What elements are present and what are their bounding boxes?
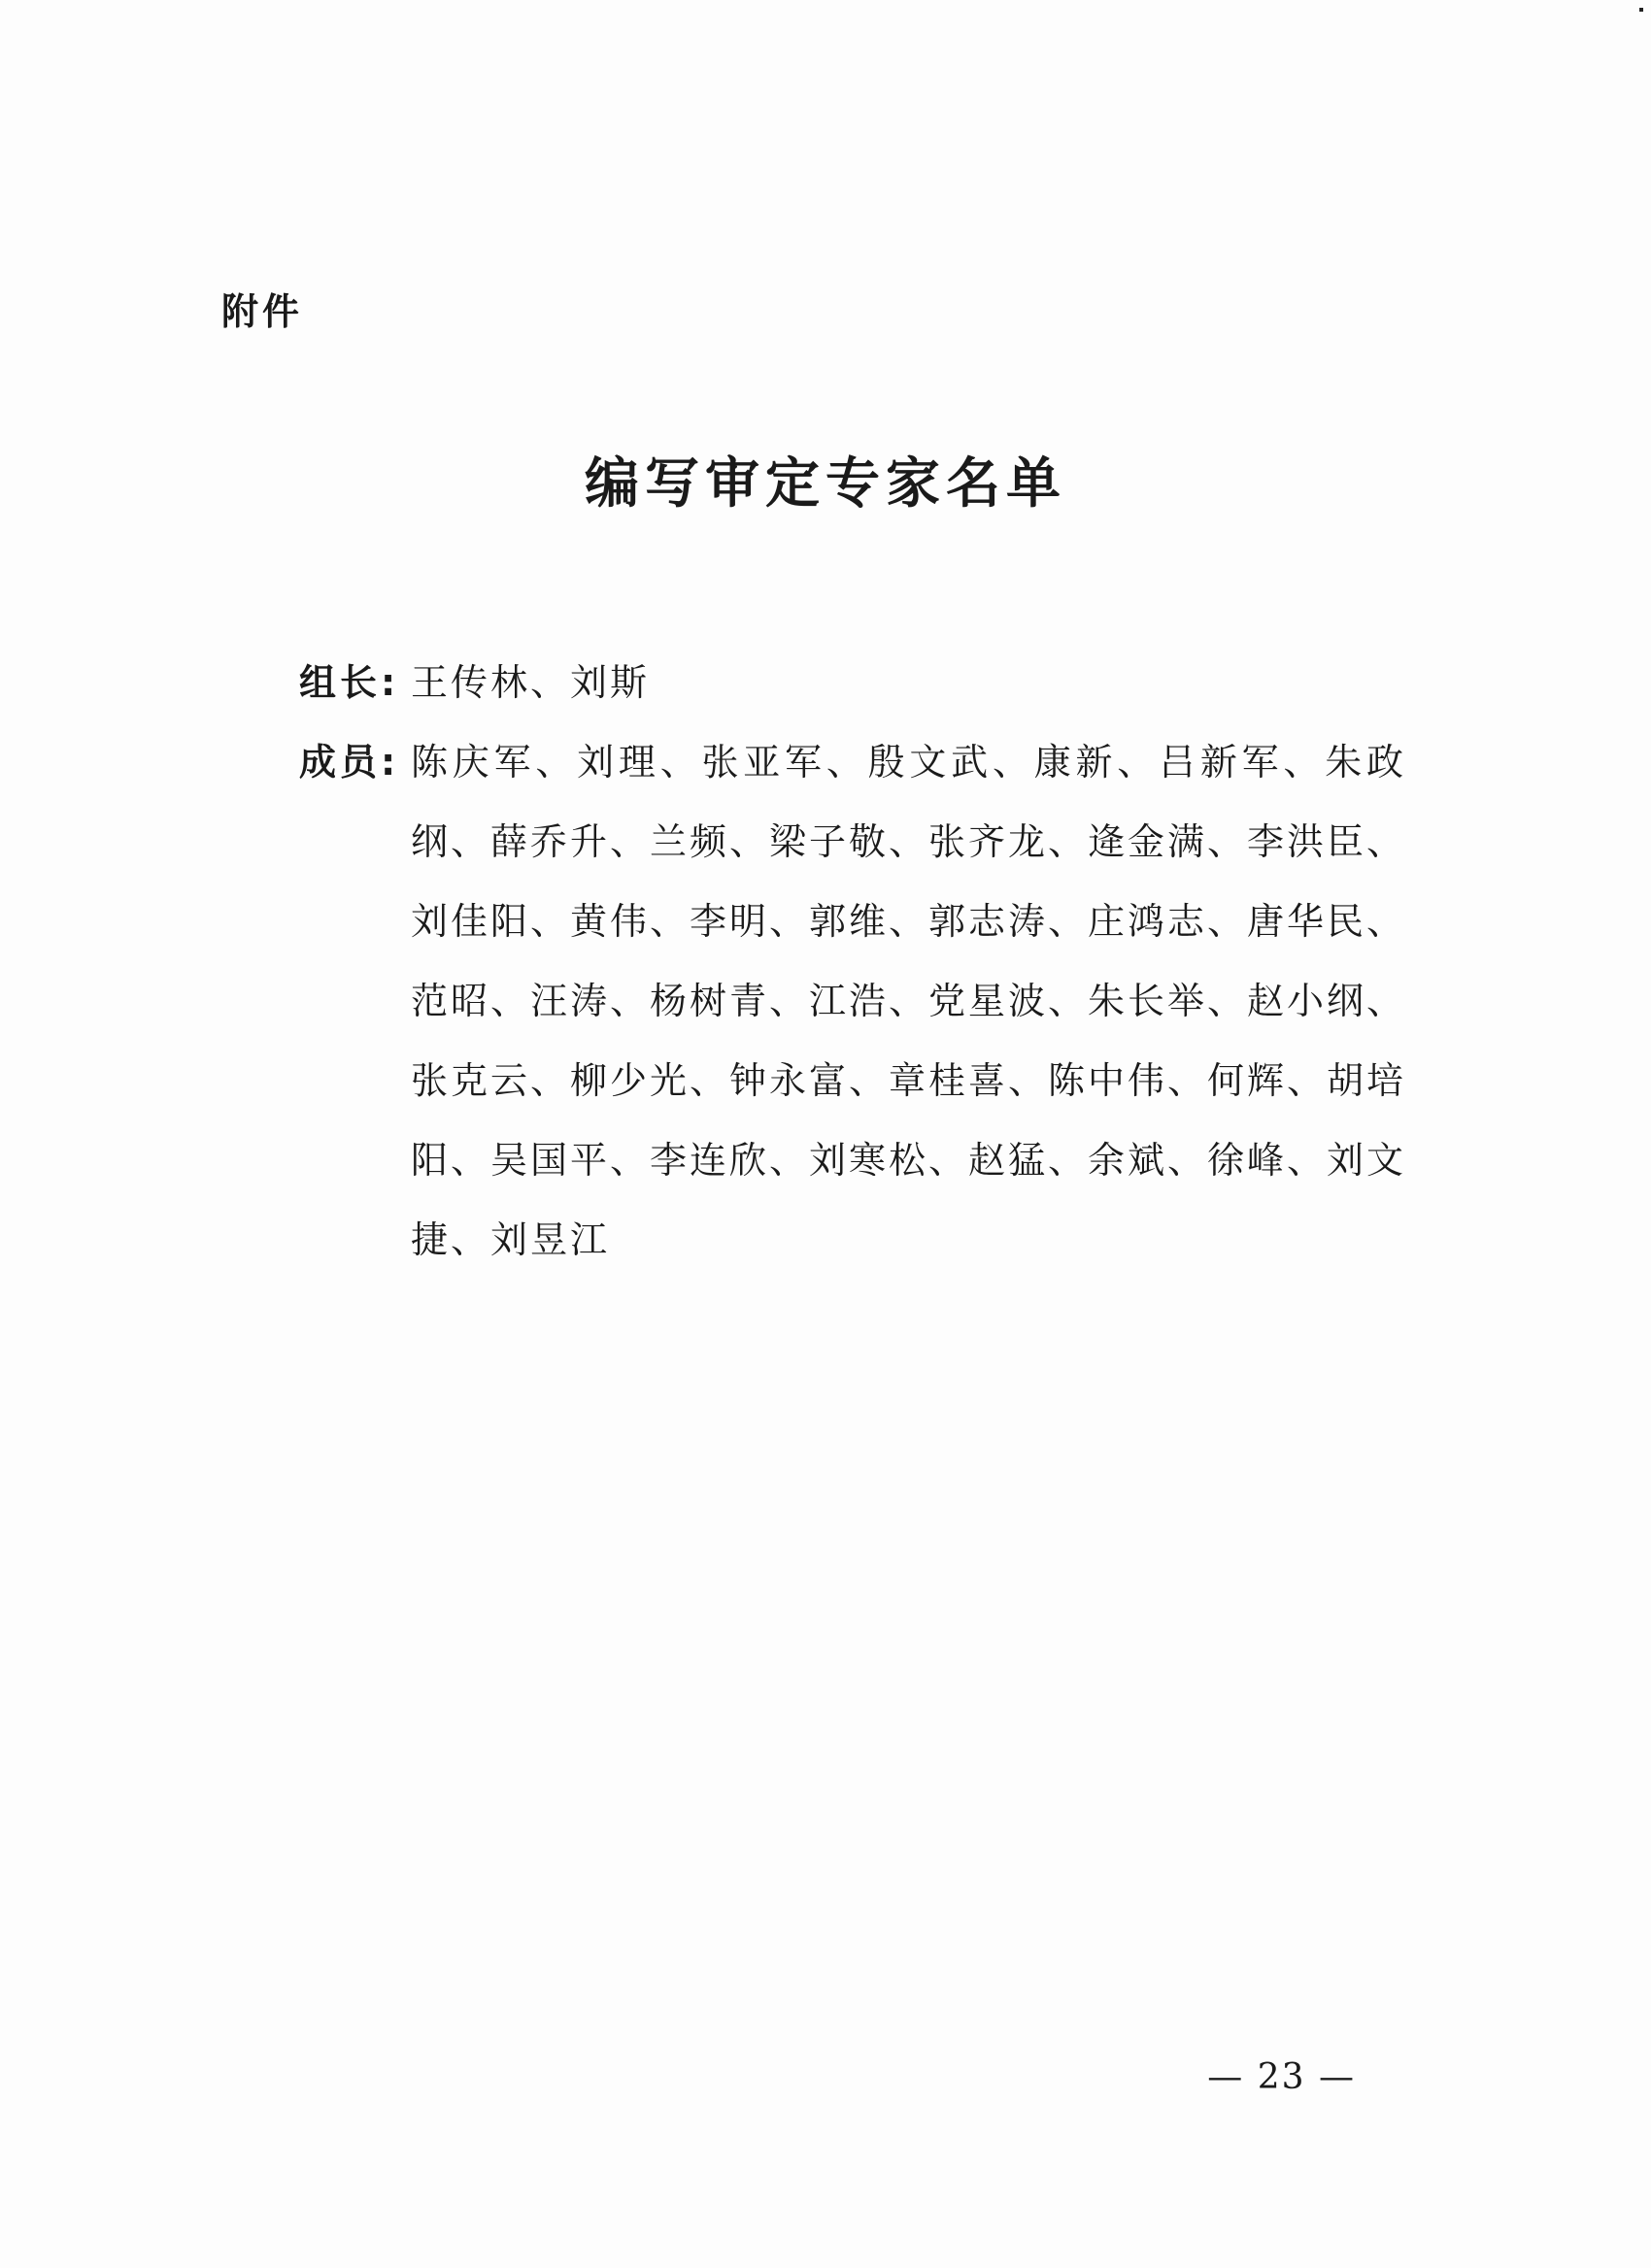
leader-row: [299, 643, 1406, 722]
page-title: 编写审定专家名单: [585, 451, 1066, 516]
members-label: 成员:: [299, 741, 400, 784]
leader-names: 王传林、刘斯: [411, 661, 651, 704]
scan-mark: [1639, 8, 1643, 12]
members-row: [299, 722, 1406, 1280]
attachment-label: 附件: [221, 290, 304, 333]
expert-list: [299, 643, 1406, 1280]
page-number: — 23 —: [1207, 2057, 1356, 2097]
members-names: 陈庆军、刘理、张亚军、殷文武、康新、吕新军、朱政纲、薛乔升、兰频、梁子敬、张齐龙、逄金满、李洪臣、刘佳阳、黄伟、李明、郭维、郭志涛、庄鸿志、唐华民、范昭、汪涛、杨树青、江浩、党星波、朱长举、赵小纲、张克云、柳少光、钟永富、章桂喜、陈中伟、何辉、胡培阳、吴国平、李连欣、刘寒松、赵猛、余斌、徐峰、刘文捷、刘昱江: [411, 741, 1407, 1261]
leader-label: 组长:: [299, 661, 400, 704]
